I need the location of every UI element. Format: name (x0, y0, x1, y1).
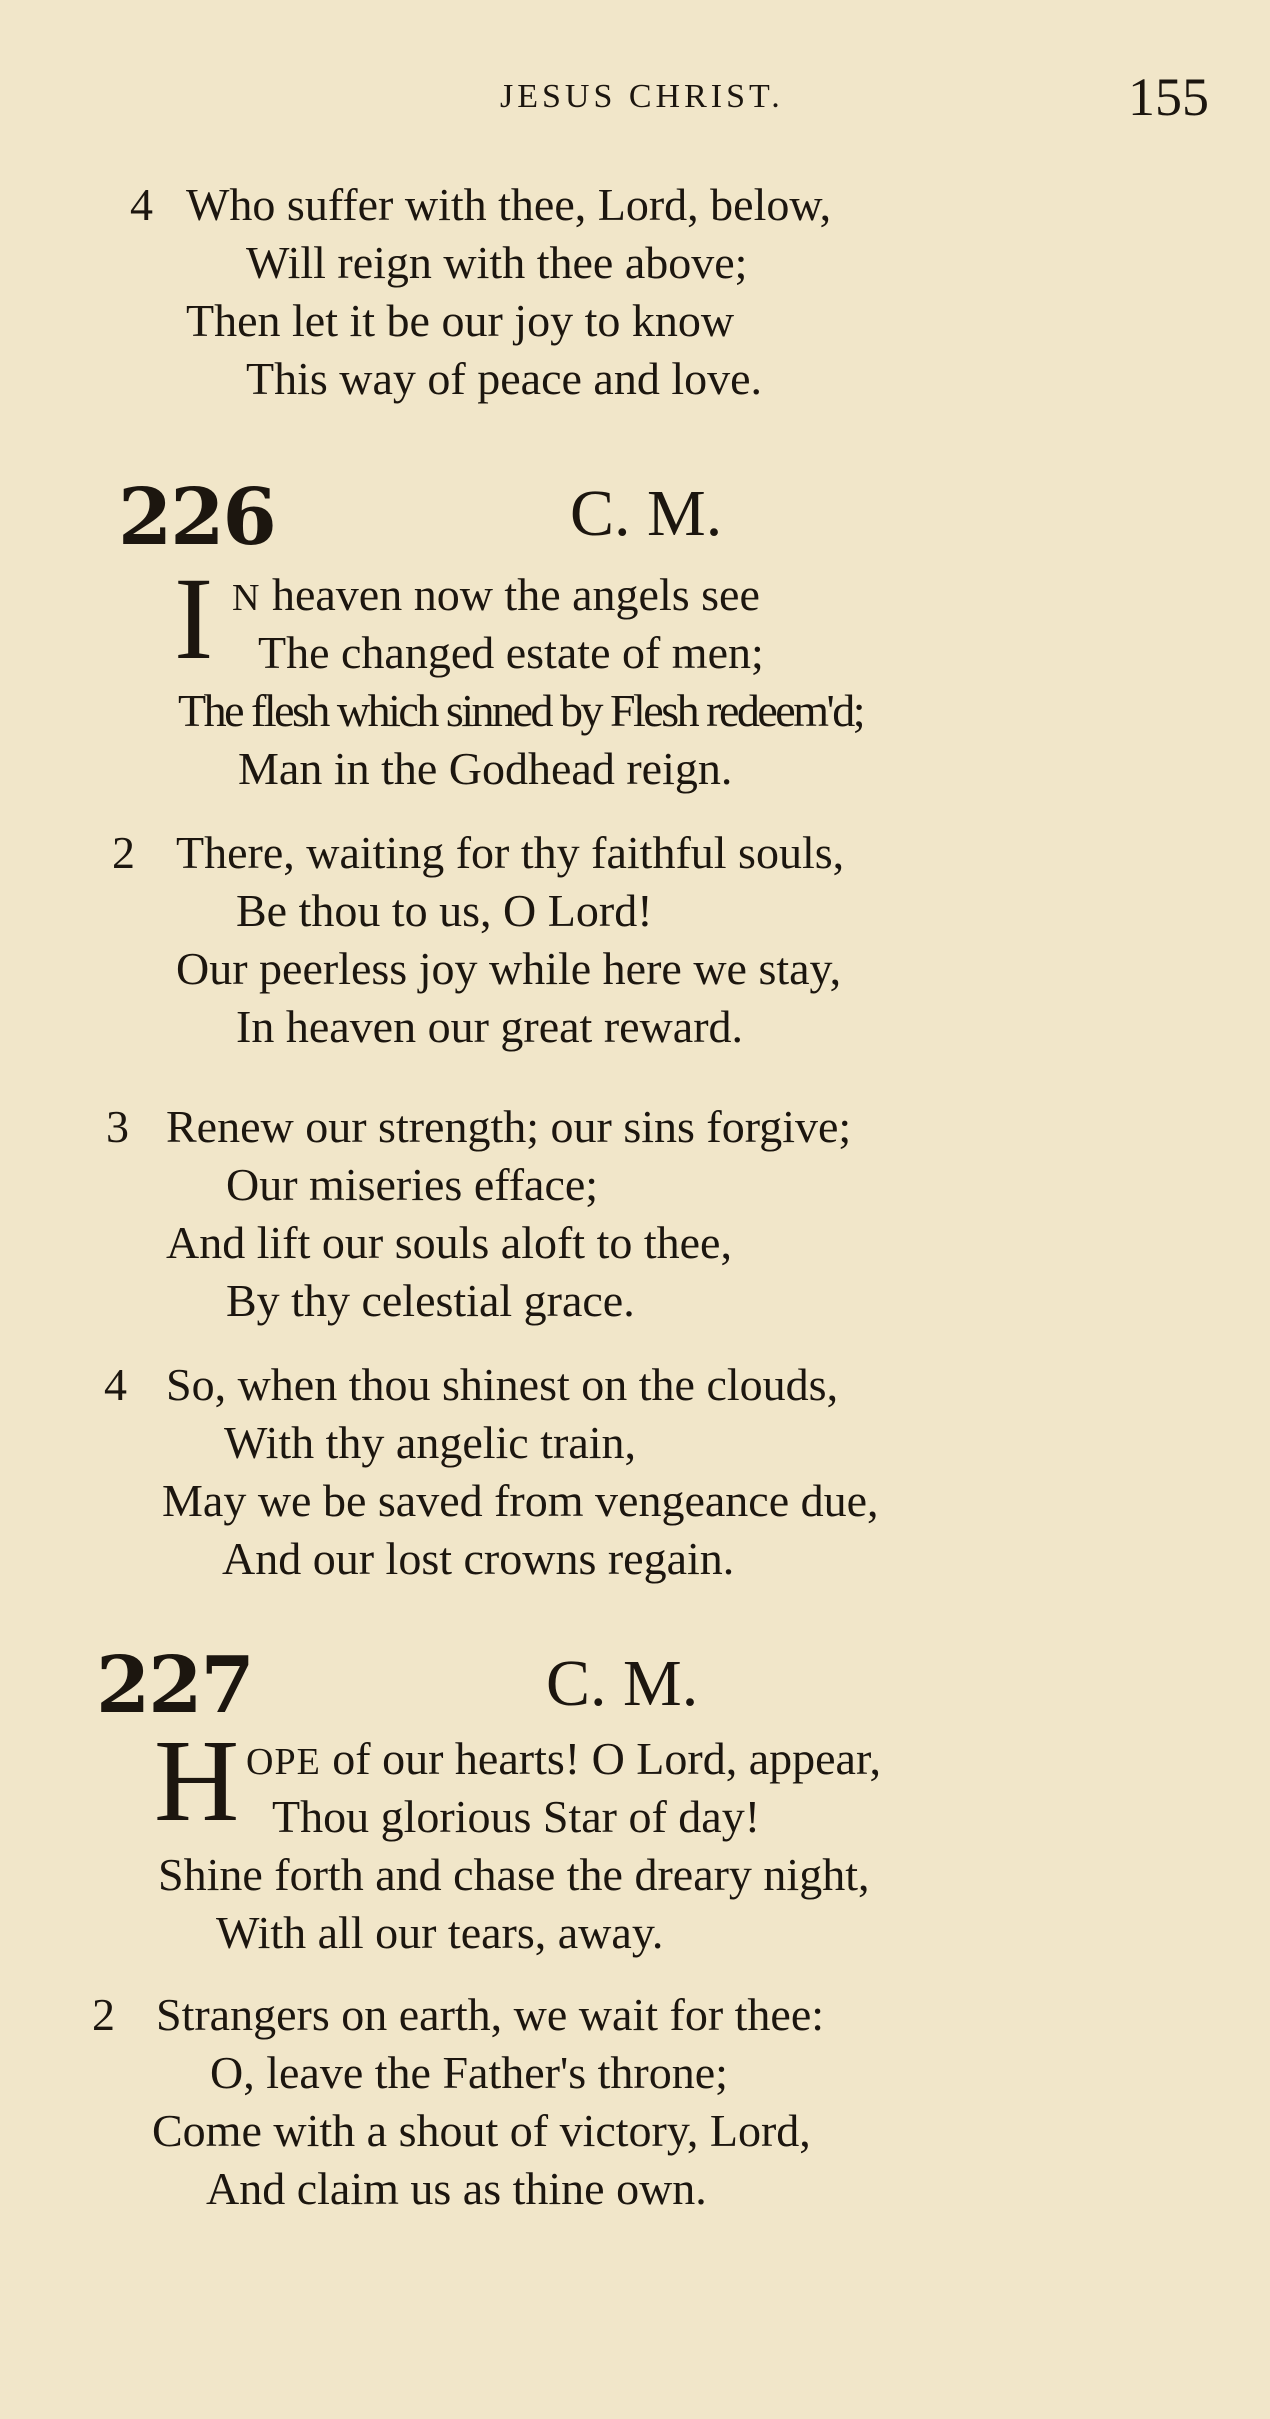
first-line (232, 569, 760, 620)
verse-line: So, when thou shinest on the clouds, (166, 1359, 839, 1410)
verse-line: With all our tears, away. (216, 1907, 664, 1958)
verse-line: And claim us as thine own. (206, 2163, 707, 2214)
verse-line: Man in the Godhead reign. (238, 743, 733, 794)
verse-line: Our miseries efface; (226, 1159, 599, 1210)
verse-line: Thou glorious Star of day! (272, 1791, 761, 1842)
hymn-number: 226 (118, 472, 275, 563)
verse-line: Strangers on earth, we wait for thee: (156, 1989, 825, 2040)
verse-line: There, waiting for thy faithful souls, (176, 827, 845, 878)
stanza-number: 2 (112, 827, 135, 878)
first-word-rest: N (232, 577, 261, 619)
verse-line: Will reign with thee above; (246, 237, 748, 288)
verse-line: This way of peace and love. (246, 353, 763, 404)
page-number: 155 (1128, 67, 1209, 127)
hymn-meter: C. M. (570, 477, 723, 550)
drop-cap: H (154, 1715, 240, 1846)
stanza-number: 2 (92, 1989, 115, 2040)
verse-line: Be thou to us, O Lord! (236, 885, 653, 936)
hymn-number: 227 (96, 1640, 253, 1731)
verse-line: heaven now the angels see (271, 569, 760, 620)
stanza-number: 4 (130, 179, 153, 230)
verse-line: of our hearts! O Lord, appear, (332, 1733, 881, 1784)
verse-line: Who suffer with thee, Lord, below, (186, 179, 832, 230)
verse-line: With thy angelic train, (224, 1417, 637, 1468)
verse-line: Then let it be our joy to know (186, 295, 735, 346)
verse-line: Our peerless joy while here we stay, (176, 943, 842, 994)
hymn-meter: C. M. (546, 1647, 699, 1720)
verse-line: And lift our souls aloft to thee, (166, 1217, 732, 1268)
first-line (246, 1733, 881, 1784)
stanza-number: 3 (106, 1101, 129, 1152)
first-word-rest: OPE (246, 1741, 321, 1783)
verse-line: Shine forth and chase the dreary night, (158, 1849, 870, 1900)
verse-line: Come with a shout of victory, Lord, (152, 2105, 811, 2156)
verse-line: Renew our strength; our sins forgive; (166, 1101, 852, 1152)
verse-line: The flesh which sinned by Flesh redeem'd; (178, 685, 864, 736)
verse-line: The changed estate of men; (258, 627, 764, 678)
verse-line: O, leave the Father's throne; (210, 2047, 728, 2098)
stanza-number: 4 (104, 1359, 127, 1410)
verse-line: In heaven our great reward. (236, 1001, 744, 1052)
verse-line: And our lost crowns regain. (222, 1533, 735, 1584)
running-title: JESUS CHRIST. (500, 78, 784, 115)
verse-line: May we be saved from vengeance due, (162, 1475, 879, 1526)
drop-cap: I (174, 553, 214, 684)
verse-line: By thy celestial grace. (226, 1275, 635, 1326)
